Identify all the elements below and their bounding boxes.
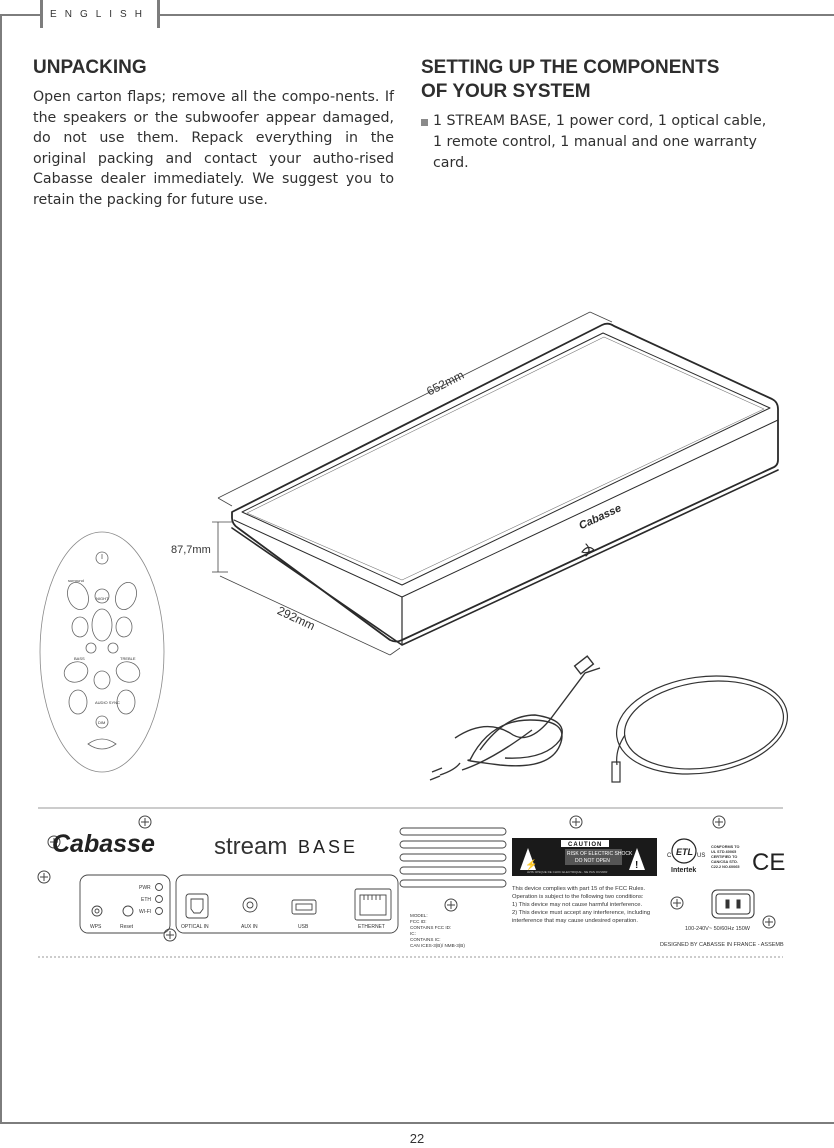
etl-c-label: C <box>667 853 672 859</box>
port-ethernet-label: ETHERNET <box>358 924 385 930</box>
caution-exclamation-icon: ! <box>635 860 639 871</box>
port-wifi-label: WI-FI <box>139 909 152 915</box>
port-aux-label: AUX IN <box>241 924 258 930</box>
caution-bolt-icon: ⚡ <box>525 860 538 871</box>
unpacking-title: UNPACKING <box>33 57 147 78</box>
conform-lines-line: CAN/CSA STD. <box>711 860 738 864</box>
designed-by: DESIGNED BY CABASSE IN FRANCE - ASSEMB <box>660 942 784 948</box>
remote-treble-label: TREBLE <box>120 656 136 661</box>
caution-line1: RISK OF ELECTRIC SHOCK <box>567 851 633 857</box>
intertek-label: Intertek <box>671 867 697 874</box>
model-info <box>410 913 465 948</box>
fcc-lines-line: interference that may cause undesired operation. <box>512 918 638 924</box>
port-wps-label: WPS <box>90 924 102 930</box>
remote-surround-label: surround <box>68 578 84 583</box>
setup-bullet-text: 1 STREAM BASE, 1 power cord, 1 optical cable, 1 remote control, 1 manual and one warranty card. <box>433 113 767 171</box>
model-lines-line: CAN ICES-3(B)/ NMB-3(B) <box>410 943 465 948</box>
power-inlet-icon <box>712 890 754 918</box>
panel-product-stream: stream <box>214 833 288 860</box>
conform-lines-line: C22.2 NO.60065 <box>711 865 740 869</box>
model-lines-line: IC: <box>410 931 416 936</box>
remote-audiosync-label: AUDIO SYNC <box>95 700 120 705</box>
power-cord <box>430 656 600 780</box>
caution-line2: DO NOT OPEN <box>575 858 610 864</box>
dimension-length: 652mm <box>424 367 467 399</box>
port-eth-label: ETH <box>141 897 151 903</box>
conform-lines-line: CONFORMS TO <box>711 845 740 849</box>
device-logo: Cabasse <box>577 502 624 533</box>
remote-dim-label: DIM <box>98 720 106 725</box>
power-rating: 100-240V~ 50/60Hz 150W <box>685 926 750 932</box>
vent-slots <box>400 828 506 887</box>
conformity-text <box>711 845 740 869</box>
model-lines-line: MODEL: <box>410 913 428 918</box>
etl-us-label: US <box>697 853 706 859</box>
port-reset-label: Reset <box>120 924 134 930</box>
conform-lines-line: CERTIFIED TO <box>711 855 738 859</box>
conform-lines-line: UL STD.60065 <box>711 850 737 854</box>
port-usb-label: USB <box>298 924 309 930</box>
port-pwr-label: PWR <box>139 885 151 891</box>
fcc-lines-line: 1) This device may not cause harmful interference. <box>512 902 643 908</box>
ce-mark: CE <box>752 849 786 876</box>
page-number: 22 <box>409 1131 425 1146</box>
dimension-height: 87,7mm <box>171 544 211 556</box>
caution-small-text: AVIS: RISQUE DE CHOC ELECTRIQUE - NE PAS OUVRIR <box>527 870 608 874</box>
fcc-lines-line: 2) This device must accept any interference, including <box>512 910 651 916</box>
etl-mark-label: ETL <box>676 847 693 857</box>
remote-bass-label: BASS <box>74 656 85 661</box>
setup-title-line2: OF YOUR SYSTEM <box>421 81 591 102</box>
remote-night-label: NIGHT <box>96 596 109 601</box>
stream-base-device <box>232 324 778 645</box>
panel-product-base: BASE <box>298 837 359 857</box>
fcc-lines-line: Operation is subject to the following two conditions: <box>512 894 644 900</box>
dimension-lines <box>212 312 612 655</box>
setup-title-line1: SETTING UP THE COMPONENTS <box>421 57 720 78</box>
model-lines-line: CONTAINS IC: <box>410 937 441 942</box>
port-optical-label: OPTICAL IN <box>181 924 209 930</box>
dimension-depth: 292mm <box>275 603 318 634</box>
optical-cable <box>610 665 794 784</box>
fcc-lines-line: This device complies with part 15 of the FCC Rules. <box>512 886 646 892</box>
panel-brand-logo: Cabasse <box>52 830 155 858</box>
fcc-statement <box>512 886 650 924</box>
model-lines-line: CONTAINS FCC ID: <box>410 925 452 930</box>
unpacking-body: Open carton flaps; remove all the compo-nents. If the speakers or the subwoofer appear damaged, do not use them. Repack everything in the original packing and contact your autho-rised Cabasse dealer immediately. We suggest you to retain the packing for future use. <box>33 89 394 208</box>
caution-title: CAUTION <box>568 842 603 848</box>
language-label: ENGLISH <box>50 9 150 20</box>
remote-control <box>40 532 164 772</box>
model-lines-line: FCC ID: <box>410 919 427 924</box>
